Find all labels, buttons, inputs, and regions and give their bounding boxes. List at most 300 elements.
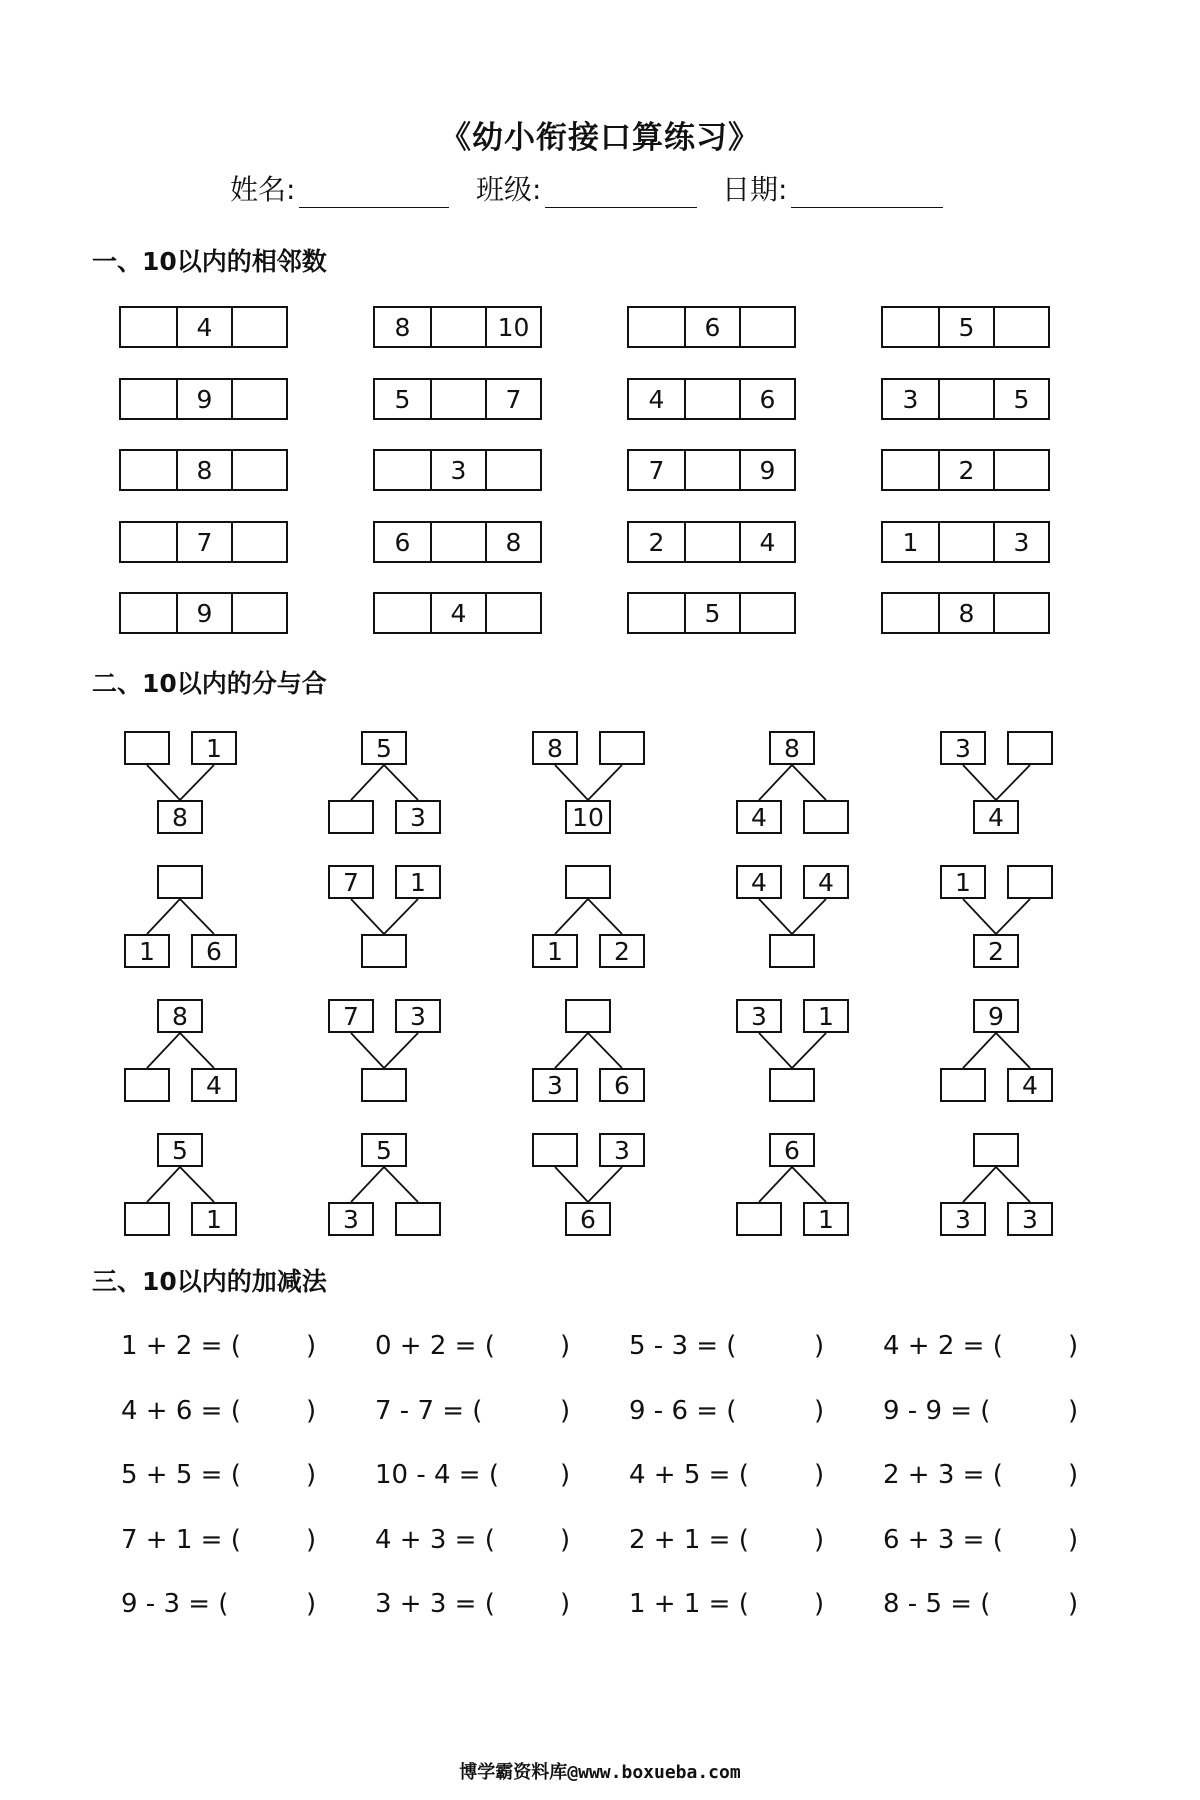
given-number-box: 1 [940, 865, 986, 899]
bond-line [384, 1167, 418, 1202]
answer-blank-box[interactable] [328, 800, 374, 834]
equation [883, 1331, 1083, 1361]
given-number-cell: 8 [485, 523, 540, 561]
given-number-box: 4 [803, 865, 849, 899]
answer-close-paren: ) [814, 1460, 825, 1490]
number-bond-tree [328, 999, 488, 1104]
answer-blank[interactable] [1033, 1331, 1063, 1363]
given-number-box: 1 [395, 865, 441, 899]
neighbor-strip [119, 592, 288, 634]
answer-open-paren: ( [222, 1525, 241, 1555]
answer-close-paren: ) [814, 1525, 825, 1555]
answer-close-paren: ) [560, 1460, 571, 1490]
equation [121, 1460, 321, 1490]
given-number-box: 1 [803, 1202, 849, 1236]
answer-blank[interactable] [271, 1460, 301, 1492]
equation-expression: 9 - 3 = [121, 1589, 211, 1619]
answer-open-paren: ( [730, 1589, 749, 1619]
bond-line [384, 765, 418, 800]
answer-close-paren: ) [814, 1331, 825, 1361]
date-label: 日期: [722, 173, 788, 206]
answer-blank-cell[interactable] [629, 308, 684, 346]
answer-blank[interactable] [779, 1396, 809, 1428]
bond-line [351, 765, 384, 800]
neighbor-strip [627, 521, 796, 563]
bond-line [996, 1033, 1030, 1068]
equation [883, 1396, 1083, 1426]
answer-open-paren: ( [476, 1589, 495, 1619]
equation-expression: 6 + 3 = [883, 1525, 985, 1555]
answer-blank-cell[interactable] [629, 594, 684, 632]
answer-close-paren: ) [1068, 1396, 1079, 1426]
answer-blank[interactable] [525, 1331, 555, 1363]
bond-line [996, 899, 1030, 934]
neighbor-strip [881, 592, 1050, 634]
equation [121, 1525, 321, 1555]
equation [375, 1589, 575, 1619]
bond-line [147, 899, 180, 934]
given-number-box: 1 [124, 934, 170, 968]
class-label: 班级: [476, 173, 542, 206]
bond-line [555, 1167, 588, 1202]
answer-blank-box[interactable] [532, 1133, 578, 1167]
given-number-cell: 5 [394, 384, 411, 414]
given-number-cell: 2 [648, 527, 665, 557]
number-bond-tree [328, 1133, 488, 1238]
footer-watermark: 博学霸资料库@www.boxueba.com [459, 1762, 741, 1783]
answer-blank[interactable] [1033, 1525, 1063, 1557]
answer-blank-box[interactable] [1007, 731, 1053, 765]
neighbor-strip [373, 378, 542, 420]
answer-blank-box[interactable] [157, 865, 203, 899]
given-number-box: 3 [940, 731, 986, 765]
given-number-cell: 1 [902, 527, 919, 557]
equation [883, 1460, 1083, 1490]
given-number-cell: 8 [176, 451, 231, 489]
answer-blank[interactable] [779, 1589, 809, 1621]
given-number-cell: 4 [176, 308, 231, 346]
bond-line [180, 765, 214, 800]
given-number-box: 4 [1007, 1068, 1053, 1102]
given-number-box: 5 [157, 1133, 203, 1167]
answer-open-paren: ( [476, 1525, 495, 1555]
answer-blank-cell[interactable] [684, 380, 739, 418]
bond-line [588, 899, 622, 934]
number-bond-tree [736, 999, 896, 1104]
given-number-cell: 2 [938, 451, 993, 489]
answer-open-paren: ( [210, 1589, 229, 1619]
bond-line [792, 765, 826, 800]
given-number-box: 8 [532, 731, 578, 765]
answer-open-paren: ( [730, 1460, 749, 1490]
number-bond-tree [736, 731, 896, 836]
answer-close-paren: ) [560, 1396, 571, 1426]
number-bond-tree [736, 865, 896, 970]
answer-blank-box[interactable] [361, 934, 407, 968]
equation-expression: 8 - 5 = [883, 1589, 973, 1619]
answer-blank-cell[interactable] [739, 308, 794, 346]
neighbor-strip [119, 306, 288, 348]
answer-blank[interactable] [779, 1331, 809, 1363]
bond-line [555, 899, 588, 934]
bond-line [351, 1167, 384, 1202]
equation-expression: 5 - 3 = [629, 1331, 719, 1361]
answer-blank[interactable] [1033, 1396, 1063, 1428]
neighbor-strip [627, 592, 796, 634]
given-number-box: 7 [328, 999, 374, 1033]
given-number-box: 4 [191, 1068, 237, 1102]
given-number-box: 3 [395, 800, 441, 834]
given-number-cell: 7 [485, 380, 540, 418]
answer-open-paren: ( [984, 1331, 1003, 1361]
answer-open-paren: ( [476, 1331, 495, 1361]
answer-blank-box[interactable] [361, 1068, 407, 1102]
equation-expression: 4 + 3 = [375, 1525, 477, 1555]
answer-blank-box[interactable] [803, 800, 849, 834]
number-bond-tree [328, 731, 488, 836]
given-number-cell: 6 [394, 527, 411, 557]
name-label: 姓名: [230, 173, 296, 206]
answer-blank-cell[interactable] [430, 523, 485, 561]
given-number-box: 5 [361, 1133, 407, 1167]
bond-line [792, 1033, 826, 1068]
answer-blank-cell[interactable] [993, 594, 1048, 632]
answer-blank-box[interactable] [565, 999, 611, 1033]
equation [121, 1589, 321, 1619]
number-bond-tree [124, 999, 284, 1104]
answer-blank-cell[interactable] [375, 451, 430, 489]
equation-expression: 1 + 1 = [629, 1589, 731, 1619]
answer-close-paren: ) [560, 1525, 571, 1555]
answer-blank-box[interactable] [769, 934, 815, 968]
bond-line [555, 1033, 588, 1068]
answer-blank-box[interactable] [124, 1202, 170, 1236]
section3-heading: 三、10以内的加减法 [92, 1267, 327, 1296]
answer-blank[interactable] [271, 1331, 301, 1363]
answer-blank-box[interactable] [940, 1068, 986, 1102]
answer-blank-cell[interactable] [121, 594, 176, 632]
given-number-cell: 4 [739, 523, 794, 561]
answer-blank-cell[interactable] [231, 451, 286, 489]
given-number-box: 6 [769, 1133, 815, 1167]
answer-blank[interactable] [271, 1396, 301, 1428]
given-number-cell: 5 [938, 308, 993, 346]
bond-line [351, 1033, 384, 1068]
answer-blank-cell[interactable] [375, 594, 430, 632]
given-number-box: 3 [395, 999, 441, 1033]
neighbor-strip [373, 592, 542, 634]
given-number-cell: 9 [176, 380, 231, 418]
answer-blank[interactable] [1033, 1460, 1063, 1492]
answer-blank[interactable] [525, 1589, 555, 1621]
answer-blank-box[interactable] [124, 731, 170, 765]
neighbor-strip [373, 521, 542, 563]
neighbor-strip [119, 378, 288, 420]
answer-close-paren: ) [306, 1460, 317, 1490]
answer-blank-cell[interactable] [883, 451, 938, 489]
given-number-cell: 3 [430, 451, 485, 489]
bond-line [180, 1033, 214, 1068]
answer-blank[interactable] [271, 1525, 301, 1557]
given-number-box: 3 [1007, 1202, 1053, 1236]
given-number-box: 1 [191, 731, 237, 765]
number-bond-tree [736, 1133, 896, 1238]
number-bond-tree [532, 999, 692, 1104]
answer-blank-cell[interactable] [883, 308, 938, 346]
answer-blank-box[interactable] [599, 731, 645, 765]
answer-close-paren: ) [306, 1396, 317, 1426]
answer-blank-cell[interactable] [121, 451, 176, 489]
number-bond-tree [940, 731, 1100, 836]
bond-line [759, 899, 792, 934]
answer-blank-box[interactable] [1007, 865, 1053, 899]
answer-blank-cell[interactable] [231, 308, 286, 346]
bond-line [963, 1167, 996, 1202]
given-number-cell: 5 [993, 380, 1048, 418]
bond-line [384, 1033, 418, 1068]
answer-close-paren: ) [1068, 1525, 1079, 1555]
answer-open-paren: ( [730, 1525, 749, 1555]
equation [629, 1589, 829, 1619]
date-blank-line[interactable] [791, 174, 943, 208]
number-bond-tree [940, 865, 1100, 970]
given-number-cell: 7 [176, 523, 231, 561]
answer-blank-cell[interactable] [938, 523, 993, 561]
given-number-cell: 3 [993, 523, 1048, 561]
answer-blank-cell[interactable] [121, 308, 176, 346]
given-number-box: 1 [191, 1202, 237, 1236]
equation [121, 1331, 321, 1361]
equation [883, 1589, 1083, 1619]
answer-blank-box[interactable] [565, 865, 611, 899]
given-number-box: 2 [599, 934, 645, 968]
answer-open-paren: ( [984, 1525, 1003, 1555]
neighbor-strip [881, 449, 1050, 491]
answer-open-paren: ( [222, 1460, 241, 1490]
answer-close-paren: ) [306, 1331, 317, 1361]
answer-blank-cell[interactable] [993, 308, 1048, 346]
answer-open-paren: ( [222, 1396, 241, 1426]
equation-expression: 10 - 4 = [375, 1460, 481, 1490]
bond-line [147, 1033, 180, 1068]
equation-expression: 7 - 7 = [375, 1396, 465, 1426]
equation [629, 1460, 829, 1490]
answer-blank[interactable] [779, 1525, 809, 1557]
given-number-cell: 9 [739, 451, 794, 489]
given-number-box: 6 [599, 1068, 645, 1102]
answer-blank-cell[interactable] [121, 380, 176, 418]
bond-line [963, 899, 996, 934]
bond-line [963, 765, 996, 800]
answer-blank-cell[interactable] [993, 451, 1048, 489]
answer-close-paren: ) [1068, 1589, 1079, 1619]
neighbor-strip [119, 449, 288, 491]
answer-blank[interactable] [779, 1460, 809, 1492]
number-bond-tree [532, 865, 692, 970]
neighbor-strip [627, 378, 796, 420]
answer-blank-cell[interactable] [231, 594, 286, 632]
answer-blank-box[interactable] [736, 1202, 782, 1236]
neighbor-strip [627, 449, 796, 491]
bond-line [180, 899, 214, 934]
equation-expression: 2 + 1 = [629, 1525, 731, 1555]
given-number-box: 8 [769, 731, 815, 765]
given-number-cell: 8 [394, 312, 411, 342]
answer-blank[interactable] [1033, 1589, 1063, 1621]
bond-line [759, 765, 792, 800]
given-number-box: 6 [191, 934, 237, 968]
answer-blank-box[interactable] [769, 1068, 815, 1102]
answer-close-paren: ) [560, 1589, 571, 1619]
equation-expression: 2 + 3 = [883, 1460, 985, 1490]
answer-open-paren: ( [718, 1331, 737, 1361]
answer-open-paren: ( [480, 1460, 500, 1490]
answer-blank-cell[interactable] [739, 594, 794, 632]
given-number-box: 2 [973, 934, 1019, 968]
section1-heading: 一、10以内的相邻数 [92, 247, 327, 276]
answer-blank-cell[interactable] [430, 380, 485, 418]
answer-blank-cell[interactable] [684, 451, 739, 489]
answer-blank-box[interactable] [973, 1133, 1019, 1167]
equation [629, 1525, 829, 1555]
equation [375, 1525, 575, 1555]
answer-open-paren: ( [718, 1396, 737, 1426]
number-bond-tree [532, 1133, 692, 1238]
answer-close-paren: ) [560, 1331, 571, 1361]
bond-line [588, 765, 622, 800]
bond-line [792, 899, 826, 934]
answer-open-paren: ( [984, 1460, 1003, 1490]
bond-line [759, 1167, 792, 1202]
given-number-box: 3 [940, 1202, 986, 1236]
equation-expression: 4 + 2 = [883, 1331, 985, 1361]
equation [375, 1460, 575, 1490]
equation-expression: 9 - 6 = [629, 1396, 719, 1426]
neighbor-strip [881, 378, 1050, 420]
bond-line [996, 765, 1030, 800]
answer-close-paren: ) [1068, 1331, 1079, 1361]
number-bond-tree [328, 865, 488, 970]
bond-line [792, 1167, 826, 1202]
given-number-cell: 5 [684, 594, 739, 632]
bond-line [996, 1167, 1030, 1202]
answer-blank-cell[interactable] [231, 523, 286, 561]
equation-expression: 9 - 9 = [883, 1396, 973, 1426]
bond-line [588, 1167, 622, 1202]
answer-blank-cell[interactable] [684, 523, 739, 561]
neighbor-strip [119, 521, 288, 563]
answer-blank-cell[interactable] [121, 523, 176, 561]
answer-open-paren: ( [222, 1331, 241, 1361]
answer-close-paren: ) [1068, 1460, 1079, 1490]
bond-line [759, 1033, 792, 1068]
answer-open-paren: ( [972, 1589, 991, 1619]
given-number-cell: 4 [648, 384, 665, 414]
bond-line [351, 899, 384, 934]
answer-blank-cell[interactable] [231, 380, 286, 418]
answer-blank-cell[interactable] [485, 451, 540, 489]
given-number-box: 3 [328, 1202, 374, 1236]
given-number-box: 10 [565, 800, 611, 834]
bond-line [588, 1033, 622, 1068]
class-field[interactable] [476, 168, 697, 208]
number-bond-tree [940, 1133, 1100, 1238]
answer-blank[interactable] [525, 1396, 555, 1428]
name-blank-line[interactable] [299, 174, 449, 208]
given-number-box: 4 [736, 800, 782, 834]
given-number-box: 3 [736, 999, 782, 1033]
given-number-box: 3 [532, 1068, 578, 1102]
given-number-cell: 9 [176, 594, 231, 632]
page-title: 《幼小衔接口算练习》 [440, 120, 760, 156]
given-number-box: 5 [361, 731, 407, 765]
neighbor-strip [881, 306, 1050, 348]
given-number-cell: 8 [938, 594, 993, 632]
equation [375, 1396, 575, 1426]
answer-close-paren: ) [814, 1589, 825, 1619]
class-blank-line[interactable] [545, 174, 697, 208]
given-number-box: 3 [599, 1133, 645, 1167]
answer-blank[interactable] [525, 1525, 555, 1557]
neighbor-strip [373, 306, 542, 348]
given-number-box: 9 [973, 999, 1019, 1033]
number-bond-tree [124, 1133, 284, 1238]
answer-blank-cell[interactable] [938, 380, 993, 418]
answer-blank-cell[interactable] [485, 594, 540, 632]
equation-expression: 3 + 3 = [375, 1589, 477, 1619]
given-number-box: 1 [803, 999, 849, 1033]
equation [629, 1396, 829, 1426]
answer-blank[interactable] [271, 1589, 301, 1621]
equation-expression: 5 + 5 = [121, 1460, 223, 1490]
given-number-box: 1 [532, 934, 578, 968]
bond-line [384, 899, 418, 934]
answer-blank-box[interactable] [124, 1068, 170, 1102]
given-number-box: 8 [157, 800, 203, 834]
given-number-box: 4 [973, 800, 1019, 834]
equation-expression: 1 + 2 = [121, 1331, 223, 1361]
answer-open-paren: ( [464, 1396, 483, 1426]
answer-blank-cell[interactable] [883, 594, 938, 632]
answer-close-paren: ) [306, 1525, 317, 1555]
answer-blank[interactable] [525, 1460, 555, 1492]
given-number-box: 4 [736, 865, 782, 899]
neighbor-strip [881, 521, 1050, 563]
number-bond-tree [532, 731, 692, 836]
given-number-box: 6 [565, 1202, 611, 1236]
number-bond-tree [940, 999, 1100, 1104]
equation [121, 1396, 321, 1426]
answer-blank-box[interactable] [395, 1202, 441, 1236]
equation-expression: 4 + 6 = [121, 1396, 223, 1426]
given-number-box: 8 [157, 999, 203, 1033]
equation [629, 1331, 829, 1361]
bond-line [555, 765, 588, 800]
bond-line [147, 1167, 180, 1202]
equation-expression: 4 + 5 = [629, 1460, 731, 1490]
answer-blank-cell[interactable] [430, 308, 485, 346]
answer-close-paren: ) [814, 1396, 825, 1426]
number-bond-tree [124, 731, 284, 836]
neighbor-strip [373, 449, 542, 491]
date-field[interactable] [722, 168, 943, 208]
bond-line [147, 765, 180, 800]
given-number-cell: 6 [684, 308, 739, 346]
equation-expression: 7 + 1 = [121, 1525, 223, 1555]
name-field[interactable] [230, 168, 449, 208]
equation [375, 1331, 575, 1361]
number-bond-tree [124, 865, 284, 970]
